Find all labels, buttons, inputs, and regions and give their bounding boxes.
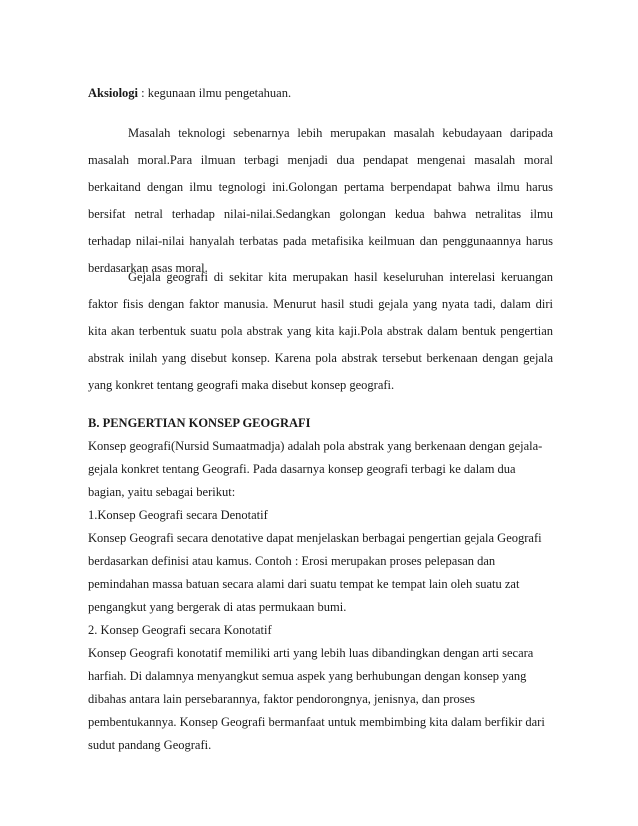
item-2-line: harfiah. Di dalamnya menyangkut semua aspek yang berhubungan dengan konsep yang [88, 669, 527, 683]
item-2-line: Konsep Geografi konotatif memiliki arti yang lebih luas dibandingkan dengan arti secara [88, 646, 534, 660]
item-1-line: pengangkut yang bergerak di atas permukaan bumi. [88, 600, 347, 614]
section-intro-line: Konsep geografi(Nursid Sumaatmadja) adalah pola abstrak yang berkenaan dengan gejala- [88, 439, 543, 453]
item-1-line: berdasarkan definisi atau kamus. Contoh : Erosi merupakan proses pelepasan dan [88, 554, 496, 568]
paragraph-line: masalah moral.Para ilmuan terbagi menjadi dua pendapat mengenai masalah moral [88, 153, 553, 167]
paragraph-line: terhadap nilai-nilai hanyalah terbatas pada metafisika keilmuan dan penggunaannya harus [88, 234, 553, 248]
paragraph-line: bersifat netral terhadap nilai-nilai.Sedangkan golongan kedua bahwa netralitas ilmu [88, 207, 553, 221]
paragraph-line: berdasarkan asas moral. [88, 261, 208, 275]
paragraph-line: kita akan terbentuk suatu pola abstrak yang kita kaji.Pola abstrak dalam bentuk pengertian [88, 324, 553, 338]
item-1-line: pemindahan massa batuan secara alami dari suatu tempat ke tempat lain oleh suatu zat [88, 577, 520, 591]
paragraph-line: Masalah teknologi sebenarnya lebih merupakan masalah kebudayaan daripada [128, 126, 553, 140]
paragraph-teknologi-moral [88, 120, 553, 282]
section-intro-line: bagian, yaitu sebagai berikut: [88, 485, 236, 499]
paragraph-line: abstrak inilah yang disebut konsep. Karena pola abstrak tersebut berkenaan dengan gejala [88, 351, 553, 365]
section-b [88, 412, 553, 757]
item-2-line: dibahas antara lain persebarannya, faktor pendorongnya, jenisnya, dan proses [88, 692, 476, 706]
aksiologi-term: Aksiologi [88, 86, 139, 100]
paragraph-line: faktor fisis dengan faktor manusia. Menurut hasil studi gejala yang nyata tadi, dalam diri [88, 297, 553, 311]
aksiologi-line [88, 86, 553, 101]
section-heading-text: B. PENGERTIAN KONSEP GEOGRAFI [88, 416, 311, 430]
section-intro-line: gejala konkret tentang Geografi. Pada dasarnya konsep geografi terbagi ke dalam dua [88, 462, 516, 476]
section-heading [88, 412, 553, 435]
item-2-line: sudut pandang Geografi. [88, 738, 212, 752]
item-1-title: 1.Konsep Geografi secara Denotatif [88, 508, 268, 522]
item-2-line: pembentukannya. Konsep Geografi bermanfaat untuk membimbing kita dalam berfikir dari [88, 715, 545, 729]
paragraph-line: berkaitand dengan ilmu tegnologi ini.Golongan pertama berpendapat bahwa ilmu harus [88, 180, 553, 194]
paragraph-line: Gejala geografi di sekitar kita merupakan hasil keseluruhan interelasi keruangan [128, 270, 553, 284]
paragraph-gejala-geografi [88, 264, 553, 399]
aksiologi-definition: : kegunaan ilmu pengetahuan. [138, 86, 292, 100]
paragraph-line: yang konkret tentang geografi maka disebut konsep geografi. [88, 378, 395, 392]
item-1-line: Konsep Geografi secara denotative dapat menjelaskan berbagai pengertian gejala Geografi [88, 531, 542, 545]
item-2-title: 2. Konsep Geografi secara Konotatif [88, 623, 272, 637]
